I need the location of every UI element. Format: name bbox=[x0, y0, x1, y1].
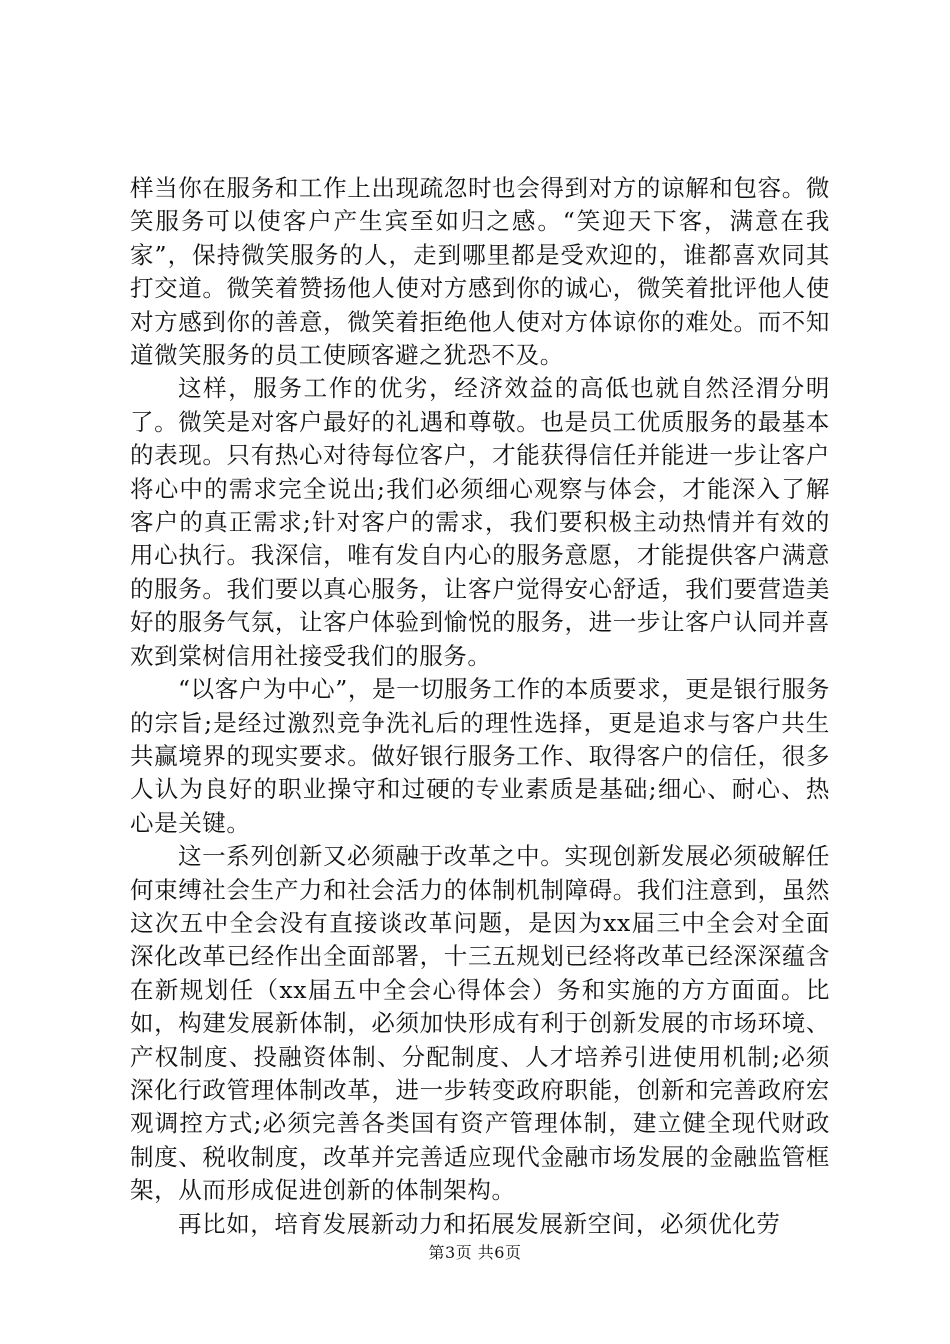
paragraph-2: 这样，服务工作的优劣，经济效益的高低也就自然泾渭分明了。微笑是对客户最好的礼遇和尊敬。也是员工优质服务的最基本的表现。只有热心对待每位客户，才能获得信任并能进一步让客户将心中的需求完全说出;我们必须细心观察与体会，才能深入了解客户的真正需求;针对客户的需求，我们要积极主动热情并有效的用心执行。我深信，唯有发自内心的服务意愿，才能提供客户满意的服务。我们要以真心服务，让客户觉得安心舒适，我们要营造美好的服务气氛，让客户体验到愉悦的服务，进一步让客户认同并喜欢到棠树信用社接受我们的服务。 bbox=[130, 374, 830, 670]
paragraph-1: 样当你在服务和工作上出现疏忽时也会得到对方的谅解和包容。微笑服务可以使客户产生宾至如归之感。“笑迎天下客，满意在我家”，保持微笑服务的人，走到哪里都是受欢迎的，谁都喜欢同其打交道。微笑着赞扬他人使对方感到你的诚心，微笑着批评他人使对方感到你的善意，微笑着拒绝他人使对方体谅你的难处。而不知道微笑服务的员工使顾客避之犹恐不及。 bbox=[130, 174, 830, 370]
page-number-footer: 第3页 共6页 bbox=[428, 1243, 522, 1262]
paragraph-3: “以客户为中心”，是一切服务工作的本质要求，更是银行服务的宗旨;是经过激烈竞争洗礼后的理性选择，更是追求与客户共生共赢境界的现实要求。做好银行服务工作、取得客户的信任，很多人认为良好的职业操守和过硬的专业素质是基础;细心、耐心、热心是关键。 bbox=[130, 675, 830, 837]
paragraph-4: 这一系列创新又必须融于改革之中。实现创新发展必须破解任何束缚社会生产力和社会活力的体制机制障碍。我们注意到，虽然这次五中全会没有直接谈改革问题，是因为xx届三中全会对全面深化改革已经作出全面部署，十三五规划已经将改革已经深深蕴含在新规划任（xx届五中全会心得体会）务和实施的方方面面。比如，构建发展新体制，必须加快形成有利于创新发展的市场环境、产权制度、投融资体制、分配制度、人才培养引进使用机制;必须深化行政管理体制改革，进一步转变政府职能，创新和完善政府宏观调控方式;必须完善各类国有资产管理体制，建立健全现代财政制度、税收制度，改革并完善适应现代金融市场发展的金融监管框架，从而形成促进创新的体制架构。 bbox=[130, 842, 830, 1205]
document-body bbox=[130, 172, 830, 1241]
paragraph-5: 再比如，培育发展新动力和拓展发展新空间，必须优化劳 bbox=[178, 1209, 781, 1238]
